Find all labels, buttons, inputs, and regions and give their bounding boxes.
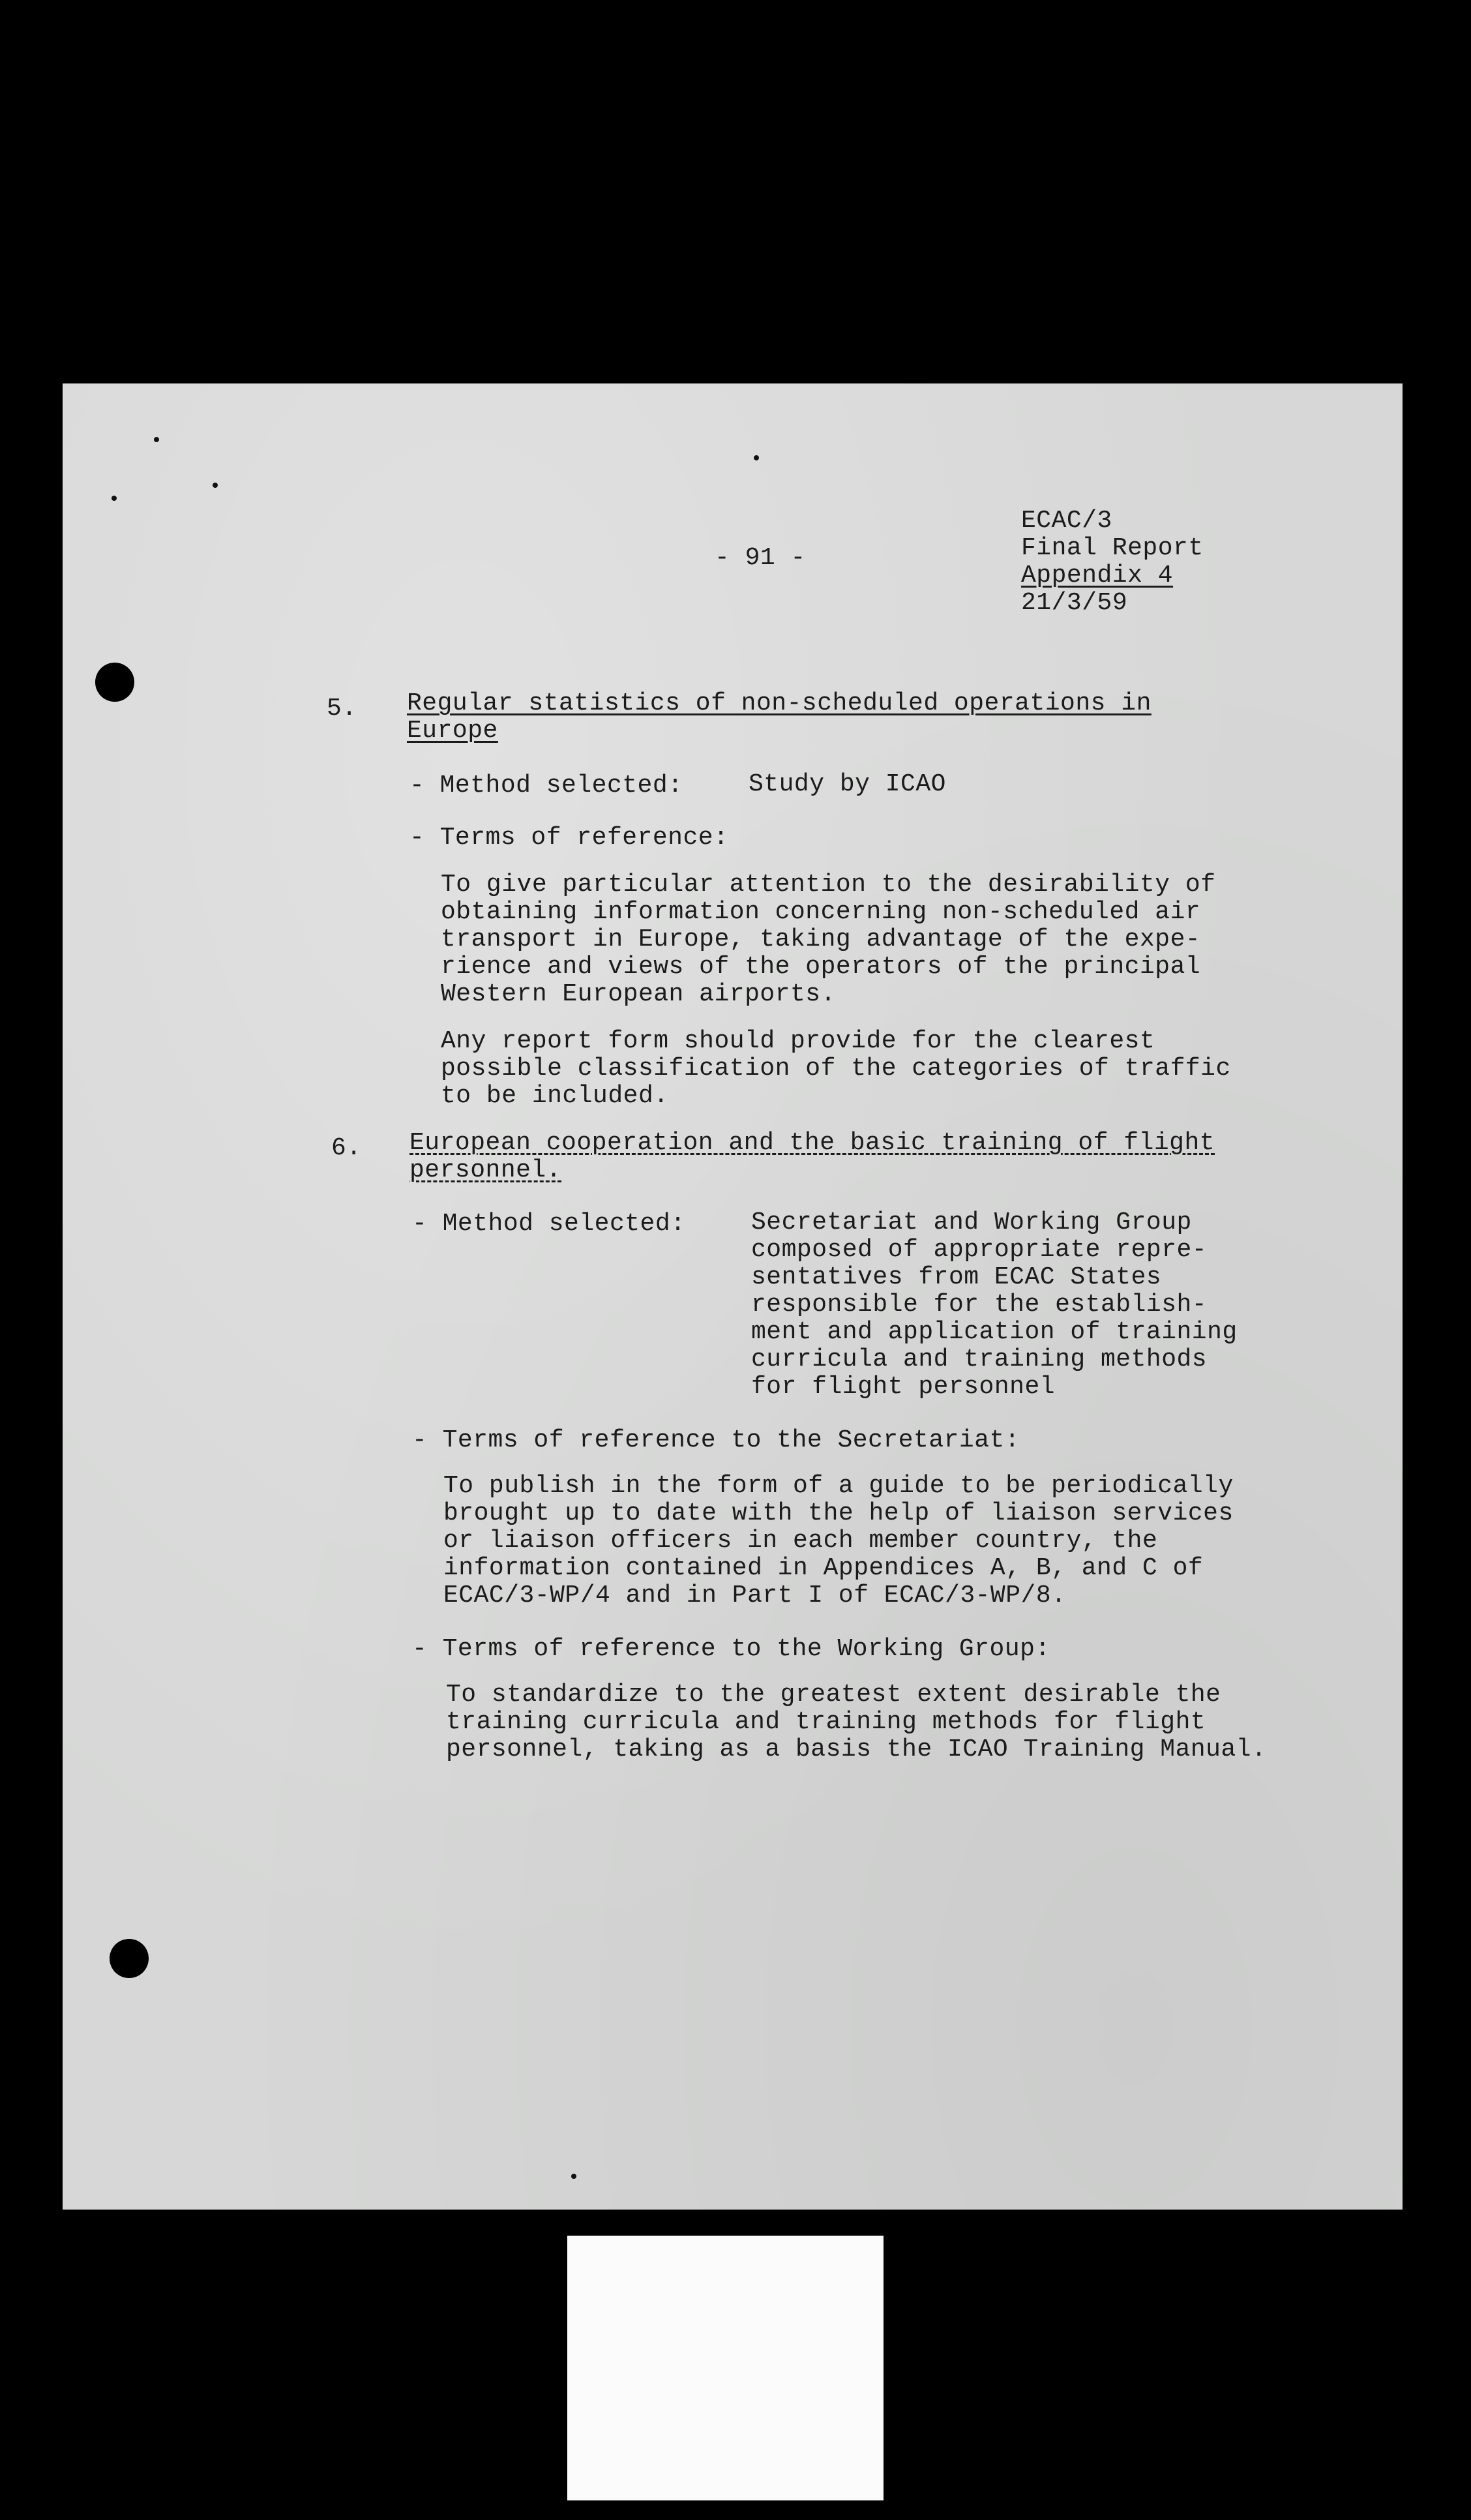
item5-title-line2: Europe — [407, 717, 498, 745]
ref-line-2: Final Report — [1021, 534, 1204, 562]
item6-number: 6. — [331, 1134, 362, 1162]
document-page — [63, 383, 1403, 2210]
item5-para2-line: to be included. — [441, 1082, 669, 1110]
item6-method-line: curricula and training methods — [751, 1345, 1208, 1373]
item6-terms-wg-label: - Terms of reference to the Working Group: — [412, 1635, 1050, 1663]
punch-hole-top — [95, 663, 134, 702]
item5-terms-label: - Terms of reference: — [409, 824, 729, 852]
speck — [213, 483, 218, 488]
page-number: - 91 - — [715, 544, 806, 572]
card-stub — [567, 2236, 884, 2500]
speck — [571, 2174, 576, 2179]
ref-line-3: Appendix 4 — [1021, 562, 1174, 590]
item6-title-line1: European cooperation and the basic training of flight — [409, 1129, 1215, 1157]
item6-method-line: ment and application of training — [751, 1318, 1238, 1346]
speck — [154, 437, 159, 442]
item5-para1-line: To give particular attention to the desirability of — [441, 871, 1216, 899]
item6-method-line: sentatives from ECAC States — [751, 1263, 1162, 1291]
item6-method-line: responsible for the establish- — [751, 1291, 1208, 1319]
item5-para1-line: Western European airports. — [441, 980, 836, 1008]
ref-line-4: 21/3/59 — [1021, 589, 1128, 617]
item5-para1-line: obtaining information concerning non-scheduled air — [441, 898, 1201, 926]
item5-number: 5. — [327, 695, 357, 723]
speck — [111, 496, 117, 501]
item5-method-value: Study by ICAO — [749, 770, 946, 798]
item6-title-line2: personnel. — [409, 1156, 562, 1184]
item6-method-label: - Method selected: — [412, 1210, 686, 1238]
item5-para1-line: rience and views of the operators of the principal — [441, 953, 1201, 981]
punch-hole-bottom — [110, 1939, 149, 1978]
ref-line-1: ECAC/3 — [1021, 507, 1112, 535]
item6-wg-line: personnel, taking as a basis the ICAO Training Manual. — [446, 1735, 1267, 1763]
speck — [754, 455, 759, 460]
item6-wg-line: To standardize to the greatest extent desirable the — [446, 1681, 1221, 1709]
item5-title-line1: Regular statistics of non-scheduled operations in — [407, 689, 1152, 717]
item5-method-label: - Method selected: — [409, 772, 683, 800]
item5-para2-line: possible classification of the categories of traffic — [441, 1055, 1231, 1083]
item5-para1-line: transport in Europe, taking advantage of the expe- — [441, 925, 1201, 953]
item6-secretariat-line: To publish in the form of a guide to be periodically — [443, 1472, 1234, 1500]
item6-secretariat-line: or liaison officers in each member country, the — [443, 1527, 1158, 1555]
item6-terms-secretariat-label: - Terms of reference to the Secretariat: — [412, 1426, 1020, 1454]
item6-method-line: Secretariat and Working Group — [751, 1208, 1192, 1237]
item6-secretariat-line: information contained in Appendices A, B, and C of — [443, 1554, 1204, 1582]
item6-secretariat-line: ECAC/3-WP/4 and in Part I of ECAC/3-WP/8. — [443, 1582, 1067, 1610]
item5-para2-line: Any report form should provide for the clearest — [441, 1027, 1155, 1055]
item6-secretariat-line: brought up to date with the help of liaison services — [443, 1499, 1234, 1527]
item6-wg-line: training curricula and training methods for flight — [446, 1708, 1206, 1736]
item6-method-line: composed of appropriate repre- — [751, 1236, 1208, 1264]
item6-method-line: for flight personnel — [751, 1373, 1056, 1401]
